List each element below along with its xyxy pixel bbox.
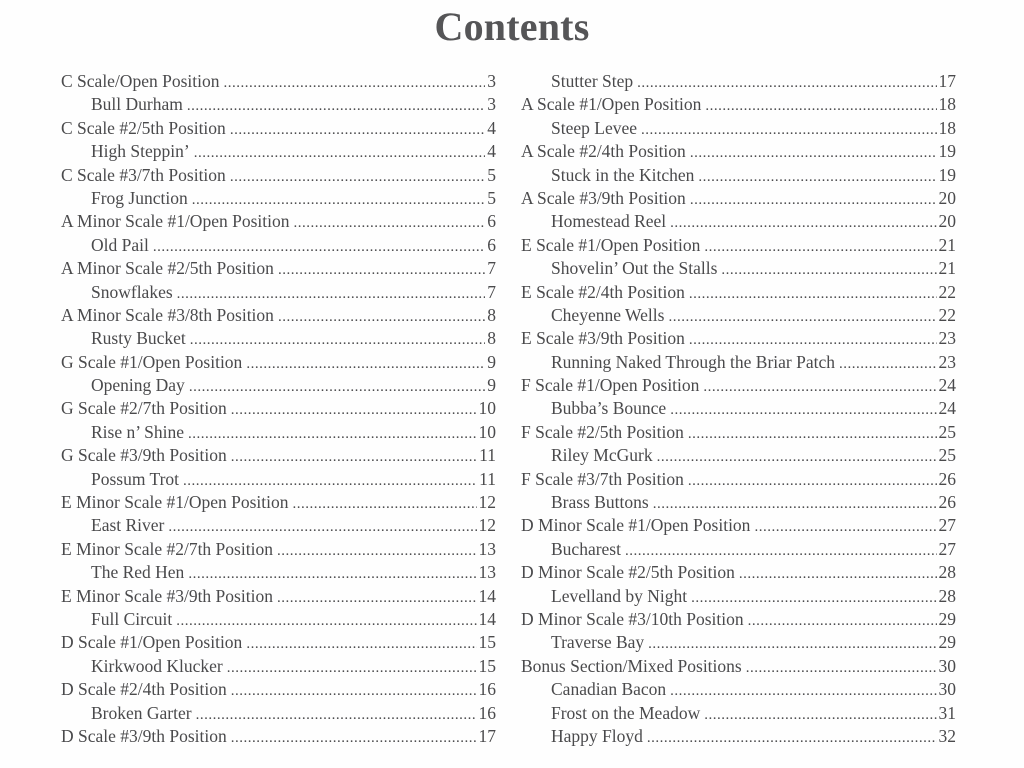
toc-entry-label: Riley McGurk [551, 445, 653, 466]
toc-entry-tune[interactable] [521, 678, 956, 701]
dot-leader [189, 376, 485, 399]
toc-entry-page-number: 11 [479, 468, 496, 489]
toc-entry-label: G Scale #2/7th Position [61, 398, 227, 419]
toc-entry-label: Possum Trot [91, 468, 180, 489]
toc-entry-tune[interactable] [61, 374, 496, 397]
toc-entry-label: Homestead Reel [551, 211, 667, 232]
toc-entry-section[interactable] [521, 281, 956, 304]
toc-entry-label: Canadian Bacon [551, 679, 667, 700]
toc-entry-label: Traverse Bay [551, 632, 645, 653]
toc-entry-label: Stuck in the Kitchen [551, 164, 695, 185]
toc-entry-page-number: 30 [938, 655, 956, 676]
dot-leader [641, 119, 937, 142]
toc-entry-page-number: 14 [478, 585, 496, 606]
toc-entry-label: Opening Day [91, 375, 185, 396]
toc-entry-page-number: 32 [938, 725, 956, 746]
toc-entry-page-number: 25 [938, 421, 956, 442]
dot-leader [637, 72, 936, 95]
dot-leader [223, 72, 485, 95]
toc-entry-label: D Minor Scale #3/10th Position [521, 608, 744, 629]
dot-leader [739, 563, 937, 586]
dot-leader [748, 610, 937, 633]
toc-entry-section[interactable] [521, 140, 956, 163]
toc-entry-page-number: 16 [478, 679, 496, 700]
dot-leader [187, 95, 485, 118]
toc-entry-label: Frost on the Meadow [551, 702, 701, 723]
toc-entry-page-number: 29 [938, 608, 956, 629]
dot-leader [231, 727, 477, 750]
dot-leader [292, 493, 476, 516]
toc-entry-tune[interactable] [521, 585, 956, 608]
toc-entry-label: E Scale #1/Open Position [521, 234, 701, 255]
toc-entry-page-number: 4 [487, 141, 496, 162]
toc-entry-section[interactable] [521, 421, 956, 444]
toc-entry-label: Steep Levee [551, 117, 637, 138]
toc-entry-page-number: 3 [487, 71, 496, 91]
dot-leader [648, 633, 936, 656]
dot-leader [670, 680, 936, 703]
dot-leader [230, 119, 485, 142]
toc-entry-label: A Scale #3/9th Position [521, 187, 686, 208]
dot-leader [688, 423, 937, 446]
toc-entry-page-number: 27 [938, 515, 956, 536]
toc-entry-page-number: 9 [487, 375, 496, 396]
toc-entry-label: East River [91, 515, 165, 536]
toc-entry-label: F Scale #1/Open Position [521, 375, 700, 396]
dot-leader [231, 446, 477, 469]
dot-leader [188, 423, 476, 446]
toc-entry-label: The Red Hen [91, 562, 185, 583]
toc-entry-section[interactable] [61, 678, 496, 701]
toc-entry-label: Old Pail [91, 234, 149, 255]
toc-entry-page-number: 4 [487, 117, 496, 138]
toc-entry-label: A Scale #1/Open Position [521, 94, 702, 115]
dot-leader [689, 329, 937, 352]
toc-entry-label: Full Circuit [91, 608, 173, 629]
toc-entry-label: A Scale #2/4th Position [521, 141, 686, 162]
toc-entry-section[interactable] [521, 608, 956, 631]
toc-entry-page-number: 12 [478, 492, 496, 513]
toc-entry-page-number: 17 [938, 71, 956, 91]
contents-right-column [521, 70, 956, 748]
dot-leader [177, 283, 486, 306]
dot-leader [698, 166, 936, 189]
toc-entry-label: E Scale #2/4th Position [521, 281, 685, 302]
toc-entry-label: Bonus Section/Mixed Positions [521, 655, 742, 676]
toc-entry-section[interactable] [521, 93, 956, 116]
toc-entry-section[interactable] [61, 164, 496, 187]
toc-entry-section[interactable] [61, 444, 496, 467]
toc-entry-label: Frog Junction [91, 187, 188, 208]
dot-leader [246, 633, 476, 656]
dot-leader [657, 446, 937, 469]
dot-leader [704, 236, 936, 259]
toc-entry-page-number: 5 [487, 164, 496, 185]
toc-entry-section[interactable] [61, 257, 496, 280]
toc-entry-tune[interactable] [61, 234, 496, 257]
toc-entry-label: Bull Durham [91, 94, 183, 115]
toc-entry-section[interactable] [521, 514, 956, 537]
toc-entry-tune[interactable] [61, 561, 496, 584]
toc-entry-label: Shovelin’ Out the Stalls [551, 258, 718, 279]
toc-entry-section[interactable] [61, 585, 496, 608]
toc-entry-page-number: 28 [938, 585, 956, 606]
toc-entry-label: F Scale #2/5th Position [521, 421, 684, 442]
toc-entry-page-number: 20 [938, 187, 956, 208]
toc-entry-label: Cheyenne Wells [551, 304, 665, 325]
toc-entry-label: D Minor Scale #1/Open Position [521, 515, 751, 536]
dot-leader [690, 189, 937, 212]
toc-entry-section[interactable] [521, 374, 956, 397]
toc-entry-page-number: 18 [938, 94, 956, 115]
toc-entry-page-number: 18 [938, 117, 956, 138]
toc-entry-tune[interactable] [61, 468, 496, 491]
toc-entry-page-number: 9 [487, 351, 496, 372]
toc-entry-tune[interactable] [521, 397, 956, 420]
toc-entry-tune[interactable] [521, 210, 956, 233]
toc-entry-label: D Scale #1/Open Position [61, 632, 243, 653]
dot-leader [192, 189, 486, 212]
toc-entry-section[interactable] [61, 210, 496, 233]
toc-entry-label: High Steppin’ [91, 141, 190, 162]
toc-entry-page-number: 13 [478, 538, 496, 559]
toc-entry-page-number: 19 [938, 141, 956, 162]
toc-entry-page-number: 26 [938, 492, 956, 513]
toc-entry-page-number: 10 [478, 398, 496, 419]
toc-entry-section[interactable] [521, 561, 956, 584]
dot-leader [746, 657, 937, 680]
toc-entry-section[interactable] [61, 70, 496, 93]
dot-leader [277, 540, 477, 563]
toc-entry-page-number: 14 [478, 608, 496, 629]
toc-entry-label: A Minor Scale #1/Open Position [61, 211, 290, 232]
toc-entry-label: E Scale #3/9th Position [521, 328, 685, 349]
toc-entry-page-number: 8 [487, 304, 496, 325]
dot-leader [668, 306, 936, 329]
toc-entry-label: Running Naked Through the Briar Patch [551, 351, 835, 372]
toc-entry-page-number: 11 [479, 445, 496, 466]
toc-entry-label: E Minor Scale #2/7th Position [61, 538, 273, 559]
toc-entry-tune[interactable] [61, 421, 496, 444]
toc-entry-label: C Scale #2/5th Position [61, 117, 226, 138]
toc-entry-tune[interactable] [61, 655, 496, 678]
toc-entry-page-number: 22 [938, 281, 956, 302]
dot-leader [153, 236, 485, 259]
dot-leader [231, 399, 477, 422]
dot-leader [754, 516, 936, 539]
toc-entry-tune[interactable] [61, 281, 496, 304]
toc-entry-section[interactable] [521, 468, 956, 491]
toc-entry-page-number: 19 [938, 164, 956, 185]
dot-leader [690, 142, 937, 165]
toc-entry-page-number: 31 [938, 702, 956, 723]
toc-entry-page-number: 17 [478, 725, 496, 746]
toc-entry-page-number: 3 [487, 94, 496, 115]
toc-entry-page-number: 10 [478, 421, 496, 442]
dot-leader [194, 142, 486, 165]
toc-entry-section[interactable] [61, 725, 496, 748]
dot-leader [839, 353, 937, 376]
dot-leader [168, 516, 476, 539]
dot-leader [721, 259, 936, 282]
toc-entry-label: C Scale/Open Position [61, 71, 220, 91]
toc-entry-page-number: 15 [478, 632, 496, 653]
toc-entry-section[interactable] [521, 327, 956, 350]
toc-entry-page-number: 15 [478, 655, 496, 676]
toc-entry-label: Rise n’ Shine [91, 421, 185, 442]
toc-entry-page-number: 29 [938, 632, 956, 653]
toc-entry-label: Happy Floyd [551, 725, 643, 746]
toc-entry-page-number: 27 [938, 538, 956, 559]
toc-entry-tune[interactable] [61, 140, 496, 163]
toc-entry-label: E Minor Scale #3/9th Position [61, 585, 273, 606]
dot-leader [188, 563, 476, 586]
toc-entry-page-number: 26 [938, 468, 956, 489]
toc-entry-page-number: 24 [938, 375, 956, 396]
toc-entry-label: Levelland by Night [551, 585, 688, 606]
contents-left-column [61, 70, 496, 748]
toc-entry-tune[interactable] [521, 70, 956, 93]
toc-entry-section[interactable] [61, 304, 496, 327]
toc-entry-label: Stutter Step [551, 71, 634, 91]
toc-entry-page-number: 12 [478, 515, 496, 536]
toc-entry-section[interactable] [521, 234, 956, 257]
dot-leader [190, 329, 485, 352]
toc-entry-page-number: 7 [487, 258, 496, 279]
toc-entry-page-number: 25 [938, 445, 956, 466]
toc-entry-label: A Minor Scale #2/5th Position [61, 258, 274, 279]
toc-entry-tune[interactable] [521, 117, 956, 140]
toc-entry-page-number: 5 [487, 187, 496, 208]
toc-entry-label: D Scale #3/9th Position [61, 725, 227, 746]
toc-entry-label: Bucharest [551, 538, 621, 559]
toc-entry-tune[interactable] [61, 514, 496, 537]
dot-leader [670, 212, 936, 235]
toc-entry-tune[interactable] [521, 491, 956, 514]
toc-entry-section[interactable] [61, 491, 496, 514]
toc-entry-tune[interactable] [61, 608, 496, 631]
dot-leader [703, 376, 936, 399]
dot-leader [183, 470, 477, 493]
toc-entry-page-number: 30 [938, 679, 956, 700]
toc-entry-tune[interactable] [521, 538, 956, 561]
toc-entry-label: D Scale #2/4th Position [61, 679, 227, 700]
toc-entry-section[interactable] [521, 187, 956, 210]
toc-entry-tune[interactable] [61, 93, 496, 116]
toc-entry-page-number: 7 [487, 281, 496, 302]
toc-entry-page-number: 21 [938, 234, 956, 255]
toc-entry-label: Broken Garter [91, 702, 192, 723]
toc-entry-tune[interactable] [521, 304, 956, 327]
toc-entry-page-number: 6 [487, 234, 496, 255]
toc-entry-tune[interactable] [521, 702, 956, 725]
toc-entry-label: F Scale #3/7th Position [521, 468, 684, 489]
toc-entry-tune[interactable] [521, 631, 956, 654]
dot-leader [227, 657, 477, 680]
dot-leader [246, 353, 485, 376]
dot-leader [278, 306, 485, 329]
dot-leader [625, 540, 937, 563]
dot-leader [176, 610, 476, 633]
toc-entry-section[interactable] [61, 117, 496, 140]
dot-leader [230, 166, 485, 189]
dot-leader [705, 95, 936, 118]
toc-entry-page-number: 20 [938, 211, 956, 232]
toc-entry-page-number: 8 [487, 328, 496, 349]
toc-entry-label: C Scale #3/7th Position [61, 164, 226, 185]
toc-entry-label: Brass Buttons [551, 492, 649, 513]
toc-entry-tune[interactable] [521, 444, 956, 467]
dot-leader [653, 493, 937, 516]
toc-entry-page-number: 13 [478, 562, 496, 583]
dot-leader [293, 212, 485, 235]
toc-entry-page-number: 24 [938, 398, 956, 419]
toc-entry-page-number: 28 [938, 562, 956, 583]
toc-entry-label: Kirkwood Klucker [91, 655, 223, 676]
toc-entry-label: Snowflakes [91, 281, 173, 302]
toc-entry-page-number: 21 [938, 258, 956, 279]
toc-entry-label: Bubba’s Bounce [551, 398, 667, 419]
toc-entry-section[interactable] [61, 397, 496, 420]
toc-entry-page-number: 22 [938, 304, 956, 325]
toc-entry-label: A Minor Scale #3/8th Position [61, 304, 274, 325]
page-title: Contents [434, 4, 590, 49]
dot-leader [647, 727, 937, 750]
toc-entry-tune[interactable] [521, 351, 956, 374]
toc-entry-label: G Scale #3/9th Position [61, 445, 227, 466]
dot-leader [231, 680, 477, 703]
dot-leader [278, 259, 485, 282]
toc-entry-tune[interactable] [61, 187, 496, 210]
dot-leader [196, 704, 477, 727]
dot-leader [704, 704, 936, 727]
toc-entry-section[interactable] [521, 655, 956, 678]
toc-entry-tune[interactable] [521, 164, 956, 187]
toc-entry-tune[interactable] [61, 702, 496, 725]
toc-entry-tune[interactable] [521, 257, 956, 280]
toc-entry-section[interactable] [61, 351, 496, 374]
dot-leader [689, 283, 937, 306]
dot-leader [670, 399, 936, 422]
dot-leader [277, 587, 477, 610]
toc-entry-section[interactable] [61, 538, 496, 561]
toc-entry-label: D Minor Scale #2/5th Position [521, 562, 735, 583]
dot-leader [688, 470, 937, 493]
dot-leader [691, 587, 936, 610]
toc-entry-page-number: 6 [487, 211, 496, 232]
toc-entry-label: G Scale #1/Open Position [61, 351, 243, 372]
toc-entry-page-number: 23 [938, 328, 956, 349]
toc-entry-page-number: 16 [478, 702, 496, 723]
toc-entry-tune[interactable] [61, 327, 496, 350]
toc-entry-tune[interactable] [521, 725, 956, 748]
toc-entry-page-number: 23 [938, 351, 956, 372]
toc-entry-label: Rusty Bucket [91, 328, 186, 349]
toc-entry-section[interactable] [61, 631, 496, 654]
toc-entry-label: E Minor Scale #1/Open Position [61, 492, 289, 513]
